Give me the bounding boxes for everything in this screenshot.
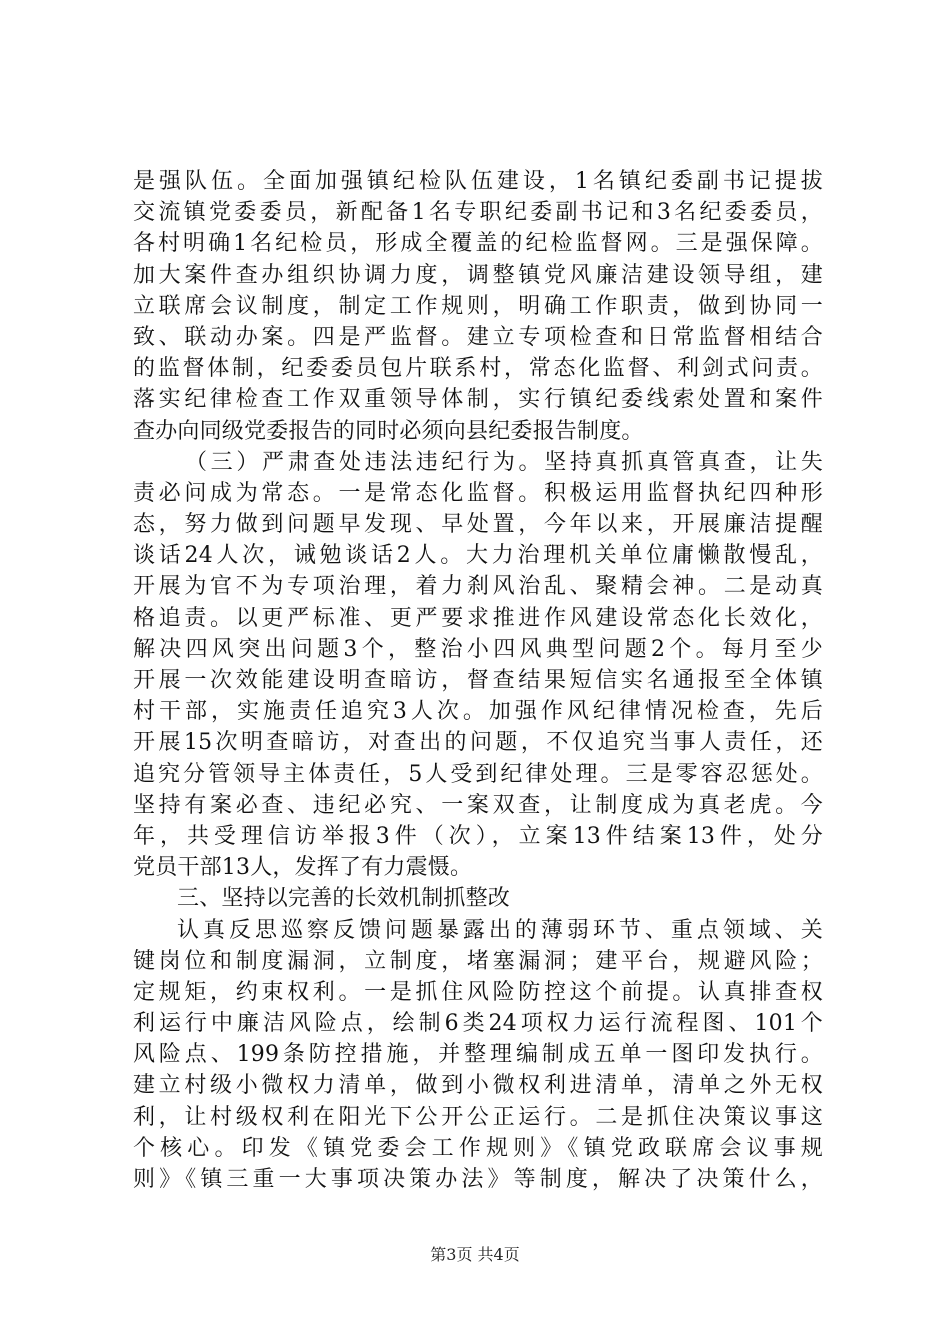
text-line: 认真反思巡察反馈问题暴露出的薄弱环节、重点领域、关 [177,917,823,943]
text-line: 致、联动办案。四是严监督。建立专项检查和日常监督相结合 [133,324,823,350]
text-line: 党员干部13人，发挥了有力震慑。 [133,855,473,881]
text-line: 开展为官不为专项治理，着力刹风治乱、聚精会神。二是动真 [133,574,823,600]
text-line: 开展一次效能建设明查暗访，督查结果短信实名通报至全体镇 [133,668,823,693]
text-line: 风险点、199条防控措施，并整理编制成五单一图印发执行。 [133,1042,823,1068]
text-line: 查办向同级党委报告的同时必须向县纪委报告制度。 [133,418,644,444]
text-line: 态，努力做到问题早发现、早处置，今年以来，开展廉洁提醒 [133,512,823,538]
document-body [133,166,823,1195]
text-line: 定规矩，约束权利。一是抓住风险防控这个前提。认真排查权 [133,979,823,1005]
section-heading-three-line: （三）严肃查处违法违纪行为。坚持真抓真管真查，让失 [185,449,823,475]
text-line: 是强队伍。全面加强镇纪检队伍建设，1名镇纪委副书记提拔 [133,169,823,194]
text-line: 责必问成为常态。一是常态化监督。积极运用监督执纪四种形 [133,480,823,506]
text-line: 开展15次明查暗访，对查出的问题，不仅追究当事人责任，还 [133,730,823,756]
text-line: 立联席会议制度，制定工作规则，明确工作职责，做到协同一 [133,293,823,319]
text-line: 追究分管领导主体责任，5人受到纪律处理。三是零容忍惩处。 [133,761,823,787]
text-line: 利，让村级权利在阳光下公开公正运行。二是抓住决策议事这 [133,1104,823,1130]
text-line: 个核心。印发《镇党委会工作规则》《镇党政联席会议事规 [133,1135,823,1161]
text-line: 村干部，实施责任追究3人次。加强作风纪律情况检查，先后 [133,699,823,725]
text-line: 利运行中廉洁风险点，绘制6类24项权力运行流程图、101个 [133,1011,823,1037]
section-heading: 三、坚持以完善的长效机制抓整改 [177,886,511,912]
text-line: 格追责。以更严标准、更严要求推进作风建设常态化长效化， [133,605,823,631]
text-line: 谈话24人次，诫勉谈话2人。大力治理机关单位庸懒散慢乱， [133,543,823,569]
text-line: 坚持有案必查、违纪必究、一案双查，让制度成为真老虎。今 [133,792,823,818]
text-line: 则》《镇三重一大事项决策办法》等制度，解决了决策什么， [133,1167,823,1192]
text-line: 交流镇党委委员，新配备1名专职纪委副书记和3名纪委委员， [133,200,823,226]
text-line: 的监督体制，纪委委员包片联系村，常态化监督、利剑式问责。 [133,356,823,382]
text-line: 建立村级小微权力清单，做到小微权利进清单，清单之外无权 [133,1073,823,1099]
text-line: 年，共受理信访举报3件（次），立案13件结案13件，处分 [133,823,823,849]
text-line: 加大案件查办组织协调力度，调整镇党风廉洁建设领导组，建 [133,262,823,288]
text-line: 解决四风突出问题3个，整治小四风典型问题2个。每月至少 [133,636,823,662]
page-footer: 第3页 共4页 [430,1245,520,1264]
text-line: 各村明确1名纪检员，形成全覆盖的纪检监督网。三是强保障。 [133,231,823,257]
text-line: 键岗位和制度漏洞，立制度，堵塞漏洞；建平台，规避风险； [133,948,823,974]
text-line: 落实纪律检查工作双重领导体制，实行镇纪委线索处置和案件 [133,387,823,413]
